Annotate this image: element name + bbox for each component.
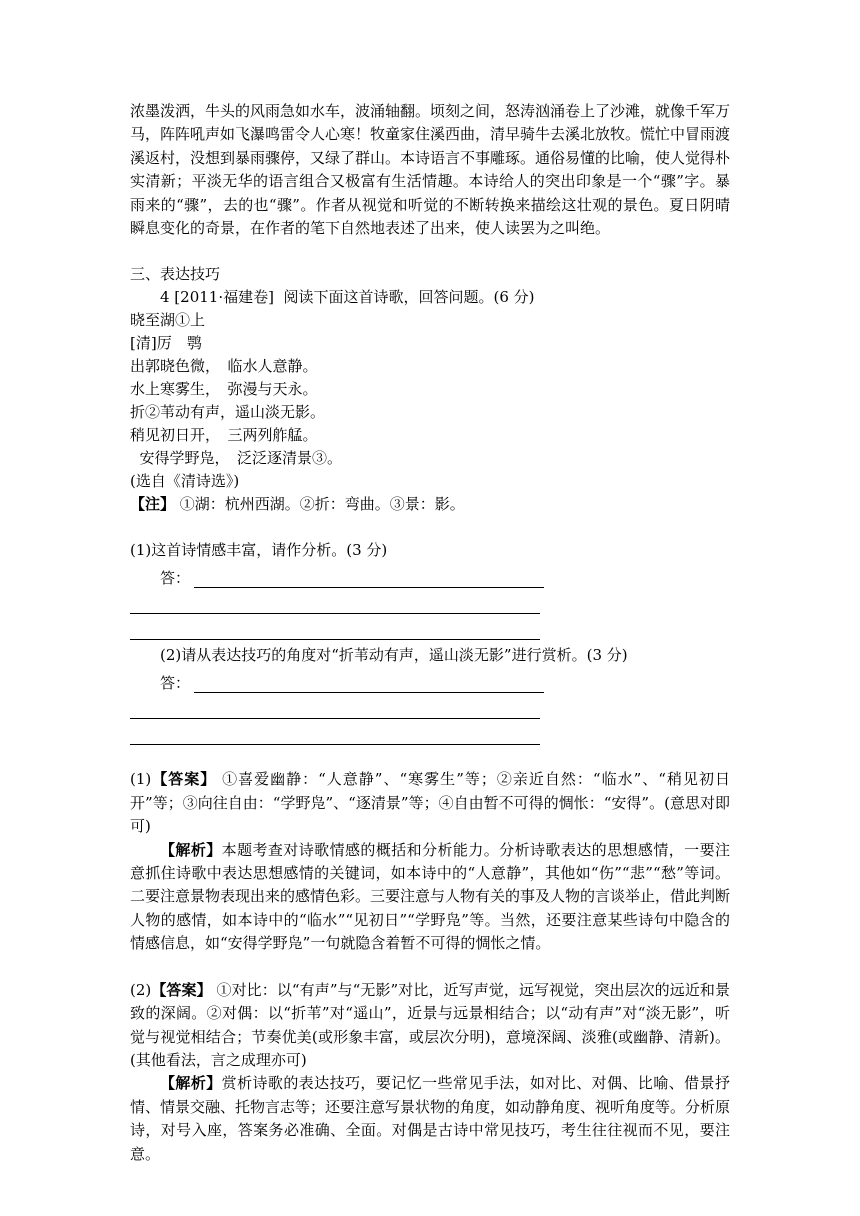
analysis-text: 本题考查对诗歌情感的概括和分析能力。分析诗歌表达的思想感情，一要注意抓住诗歌中表达思想感情的关键词，如本诗中的“人意静”，其他如“伤”“悲”“愁”等词。二要注意景物表现出来的感情色彩。三要注意与人物有关的事及人物的言谈举止，借此判断人物的感情，如本诗中的“临水”“见初日”“学野凫”等。当然，还要注意某些诗句中隐含的情感信息，如“安得学野凫”一句就隐含着暂不可得的惆怅之情。 [130,840,731,953]
question-1-prompt: (1)这首诗情感丰富，请作分析。(3 分) [130,541,388,560]
answer-label: 答： [160,569,191,588]
analysis-text: 赏析诗歌的表达技巧，要记忆一些常见手法，如对比、对偶、比喻、借景抒情、情景交融、托物言志等；还要注意写景状物的角度，如动静角度、视听角度等。分析原诗，对号入座，答案务必准确、全面。对偶是古诗中常见技巧，考生往往视而不见，要注意。 [130,1074,731,1163]
poem-line: 安得学野凫， 泛泛逐清景③。 [130,449,343,468]
poem-line: 出郭晓色微， 临水人意静。 [130,357,318,376]
answer-blank[interactable] [194,571,544,588]
section-title: 三、表达技巧 [130,265,221,284]
poem-line: 水上寒雾生， 弥漫与天永。 [130,380,318,399]
question-2-prompt: (2)请从表达技巧的角度对“折苇动有声，遥山淡无影”进行赏析。(3 分) [160,646,628,665]
document-page [130,100,730,1166]
poem-title: 晓至湖①上 [130,311,206,330]
answer-tag: 【答案】 [151,980,212,999]
spacer [130,956,730,979]
answer-blank[interactable] [130,702,540,719]
question-2-answer-row [130,667,730,693]
answer-blank[interactable] [130,623,540,640]
spacer [130,240,730,263]
answer-row [130,614,730,640]
answer-blank[interactable] [194,676,544,693]
intro-paragraph: 浓墨泼洒，牛头的风雨急如水车，波涌轴翻。顷刻之间，怒涛汹涌卷上了沙滩，就像千军万马，阵阵吼声如飞瀑鸣雷令人心寒！牧童家住溪西曲，清早骑牛去溪北放牧。慌忙中冒雨渡溪返村，没想到暴雨骤停，又绿了群山。本诗语言不事雕琢。通俗易懂的比喻，使人觉得朴实清新；平淡无华的语言组合又极富有生活情趣。本诗给人的突出印象是一个“骤”字。暴雨来的“骤”，去的也“骤”。作者从视觉和听觉的不断转换来描绘这壮观的景色。夏日阴晴瞬息变化的奇景，在作者的笔下自然地表述了出来，使人读罢为之叫绝。 [130,102,731,238]
spacer [130,745,730,768]
poem [130,309,730,516]
answer-blank[interactable] [130,728,540,745]
poem-line: 折②苇动有声，遥山淡无影。 [130,403,326,422]
answer-blank[interactable] [130,597,540,614]
answer-row [130,719,730,745]
answer-label: 答： [160,674,191,693]
poem-line: 稍见初日开， 三两列舴艋。 [130,426,318,445]
poem-source: (选自《清诗选》) [130,472,240,491]
answer-text: ①喜爱幽静：“人意静”、“寒雾生”等；②亲近自然：“临水”、“稍见初日开”等；③向往自由：“学野凫”、“逐清景”等；④自由暂不可得的惆怅：“安得”。(意思对即可) [130,770,730,836]
answer-tag: 【答案】 [151,770,217,789]
note-label: 【注】 [130,495,176,514]
analysis-2 [130,1072,730,1166]
answer-2 [130,979,730,1073]
answer-row [130,693,730,719]
answer-text: ①对比：以“有声”与“无影”对比，近写声觉，远写视觉，突出层次的远近和景致的深阔。②对偶：以“折苇”对“遥山”，近景与远景相结合；以“动有声”对“淡无影”，听觉与视觉相结合；节奏优美(或形象丰富，或层次分明)，意境深阔、淡雅(或幽静、清新)。(其他看法，言之成理亦可) [130,980,730,1069]
answer-number: (2) [130,980,152,999]
answer-row [130,588,730,614]
note-text: ①湖：杭州西湖。②折：弯曲。③景：影。 [175,495,465,514]
analysis-tag: 【解析】 [160,840,222,859]
answer-1 [130,768,730,838]
question-1-answer-row [130,562,730,588]
spacer [130,516,730,539]
analysis-tag: 【解析】 [160,1074,222,1093]
poem-note [130,493,730,516]
question-header: 4 [2011·福建卷] 阅读下面这首诗歌，回答问题。(6 分) [160,288,535,307]
analysis-1 [130,839,730,956]
answer-number: (1) [130,770,152,789]
poem-author: [清]厉 鹗 [130,334,202,353]
